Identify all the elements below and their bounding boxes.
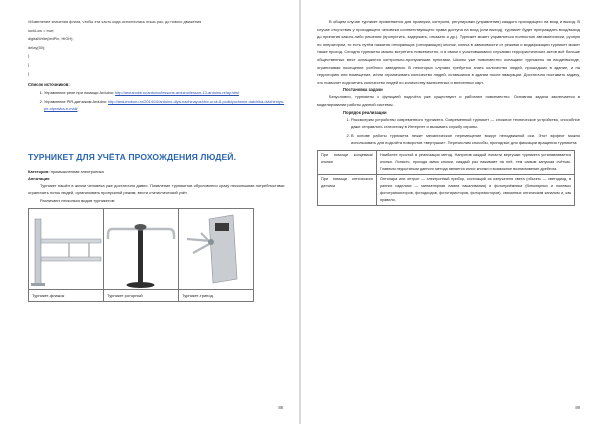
right-page (301, 0, 600, 424)
category-value: промышленная электроника (50, 169, 104, 175)
types-intro: Различают несколько видов турникетов: (40, 197, 115, 203)
sources-list (28, 89, 285, 112)
annotation-text: Турникет нашёл в жизни человека уже достаточно давно. Появление турникетов обусловлено сразу несколькими потребностями: ограничить поток людей, организовать пропускной режим, вести статистический учёт. (28, 183, 285, 196)
method-name: При помощи концевика/кнопки (318, 150, 377, 174)
flag-turnstile-image (29, 209, 103, 289)
turnstile-images-table (28, 208, 254, 302)
procedure-steps (317, 116, 580, 147)
right-intro (317, 18, 580, 86)
code-line: //Изменение значения флага, чтобы эта часть кода исполнилась лишь раз, до нового движения (28, 19, 202, 24)
source-label: Управление реле при помощи Arduino: (44, 90, 115, 96)
tripod-turnstile-image (179, 209, 253, 289)
problem-text: Безусловно, турникеты с функцией подсчёта уже существуют и работают повсеместно. Основная задача заключается в моделировании работы данной системы. (317, 94, 580, 107)
problem-heading: Постановка задачи (343, 87, 383, 93)
procedure-heading: Порядок реализации (343, 109, 387, 115)
step-item: 2. В основе работы турникета лежит механическое перемещение вокруг неподвижной оси. Этот эффект можно использовать для подсчёта поворотов «вертушки». Перечислим способы, пригодные для фиксации вращения турникета: (351, 132, 580, 147)
image-cell-rotor (104, 208, 179, 289)
detection-methods-table (317, 150, 575, 206)
code-line: lockLow = true; (28, 27, 55, 33)
annotation-label: Аннотация (28, 176, 50, 182)
page-number-right: 89 (575, 405, 580, 410)
step-item: 1. Рассмотрим устройство современного турникета. Современный турникет — сложное техническое устройство, способное даже отправлять статистику в Интернет и вызывать службу охраны. (351, 116, 580, 131)
method-description: Оптопара или оптрон — электронный прибор, состоящий из излучателя света (обычно — светодиод, в ранних изделиях — миниатюрная лампа накаливания) и фотоприёмника (биполярных и полевых фототранзисторов, фотодиодов, фототиристоров, фоторезисторов), связанных оптическим каналом и, как правило, (377, 174, 575, 205)
source-label: Управление PIR-датчиком Arduino: (44, 99, 107, 105)
method-name: При помощи оптического датчика (318, 174, 377, 205)
code-line: } (28, 70, 30, 76)
code-line: delay(50); (28, 44, 46, 50)
source-link[interactable]: http://arduinokit.ru/arduino/lessons-arduino/lesson-13-arduino-relay.html (115, 90, 239, 96)
code-line: digitalWrite(ledPin, HIGH); (28, 36, 74, 42)
caption-flag: Турникет-флажок (29, 289, 104, 301)
page-number-left: 88 (278, 405, 283, 410)
caption-rotor: Турникет роторный (104, 289, 179, 301)
code-line: } (28, 53, 30, 59)
rotor-turnstile-image (104, 209, 178, 289)
sources-title: Список источников: (28, 82, 70, 88)
intro-paragraph: В общем случае турникет применяется для проверки, контроля, регулировки (управления) каждого проходящего на вход и выход. В случае отсутствия у проходящего человека соответствующего права доступа на вход (или выход), турникет будет преграждать вход/выход до принятия какого-либо решения (пропустить, задержать, отказать и др.). Турникет может управляться полностью автоматически, ручную но оператором, то есть путём нажатия отпирающих (отпирающих) кнопок, ключа в зависимости от режима и модификации турникет может также проход. Сегодня турникеты можно встретить повсеместно, и в связи с участившимися случаями террористических актов всё больше общественных мест оснащаются контрольно-пропускными пунктами. Школы уже повсеместно оснащают турникеты на входе/выходе, ограничивая посещение учебного заведения. В некоторых случаях требуется знать количество людей, прошедших в здание, и на территорию или помещение, и/или ограничивать количество людей, оставшихся в здании после эвакуации. Достаточно поставить задачу, что позволит подсчитать количество людей по количеству вынесенных и внесенных карт. (317, 19, 580, 85)
table-row (318, 150, 575, 174)
source-item (44, 98, 285, 112)
image-cell-tripod (179, 208, 254, 289)
code-snippet (28, 18, 285, 78)
category-label: Категория: (28, 169, 50, 175)
article-heading: ТУРНИКЕТ ДЛЯ УЧЁТА ПРОХОЖДЕНИЯ ЛЮДЕЙ. (28, 152, 237, 163)
method-description: Наиболее простой в реализации метод. Напротив каждой лопасти вертушки турникета устанавливается кнопка. Лопасть, проходя мимо кнопки, каждый раз нажимает на неё, тем самым запуская счётчик. Главным недостатком данного метода является износ кнопки и возможное возникновение дребезга. (377, 150, 575, 174)
table-row (318, 174, 575, 205)
image-cell-flag (29, 208, 104, 289)
code-line: } (28, 61, 30, 67)
source-link[interactable]: http://arduinoboru.ru/2014/10/arduino-dlya-nachinayushhix-urok-8-podklyuchenie-datchika-dvizheniya-pir-otpravka-e-mail/ (44, 99, 285, 112)
left-page (0, 0, 299, 424)
source-item (44, 89, 285, 96)
category-line (28, 168, 285, 175)
caption-tripod: Турникет-трипод (179, 289, 254, 301)
